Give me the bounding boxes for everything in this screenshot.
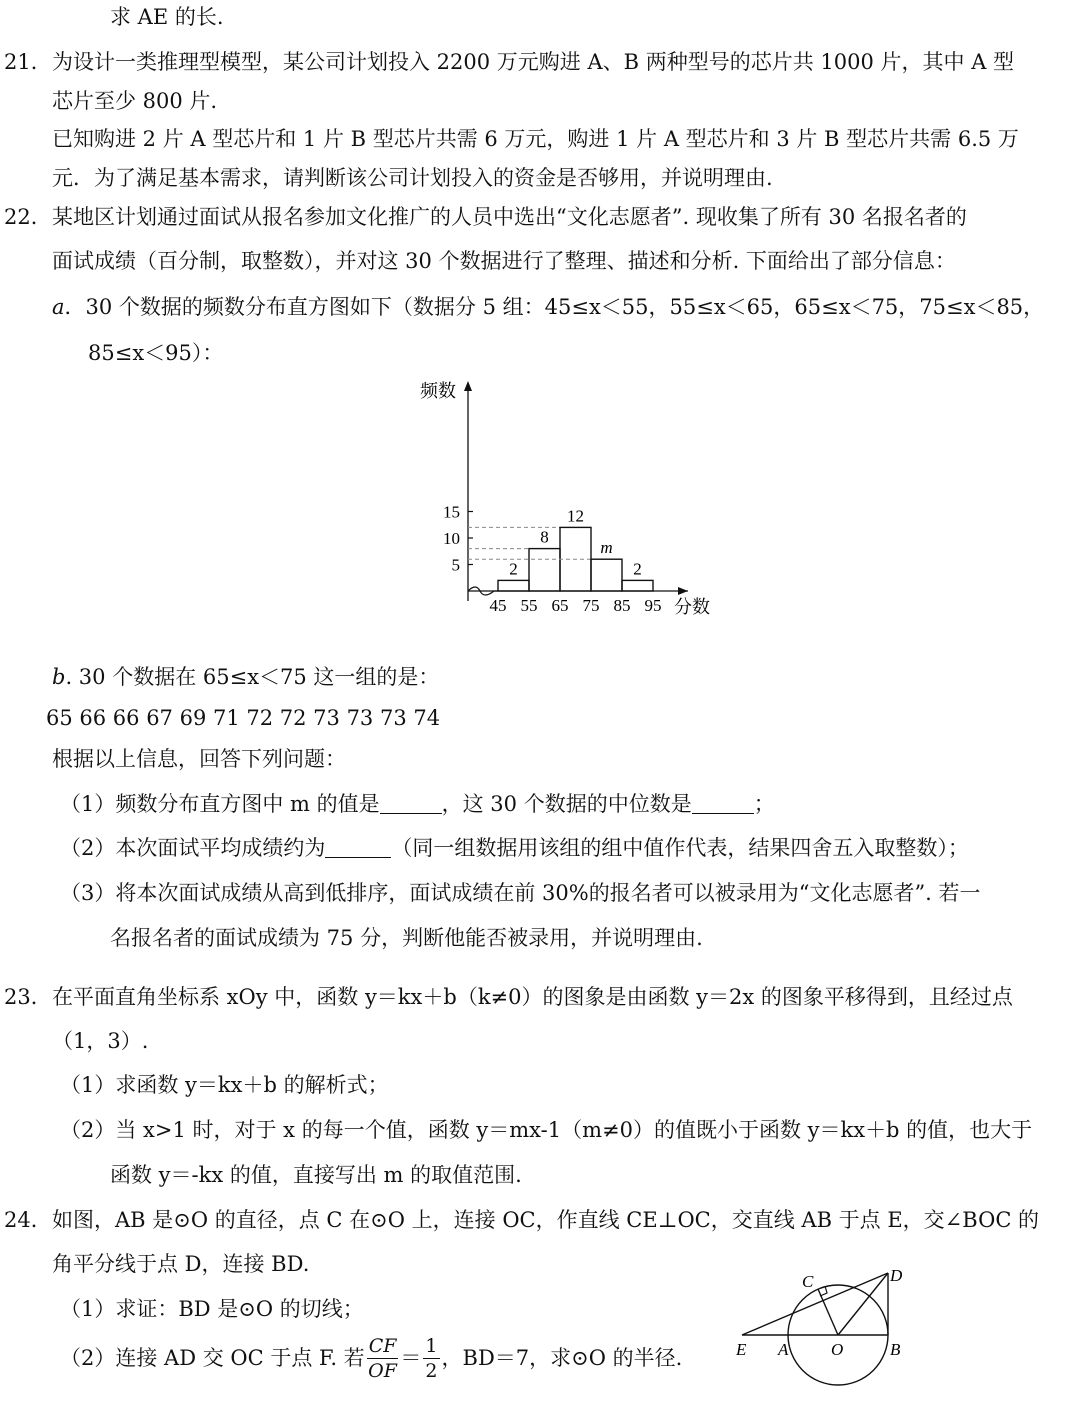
x-tick-label: 85 [613, 596, 631, 615]
x-tick-label: 55 [520, 596, 538, 615]
y-tick-label: 15 [443, 502, 460, 522]
q20-tail: 求 AE 的长. [110, 5, 224, 29]
histogram-bar [591, 559, 622, 591]
q22-part2 [60, 833, 969, 863]
q24-line1: 如图，AB 是⊙O 的直径，点 C 在⊙O 上，连接 OC，作直线 CE⊥OC，交直线 AB 于点 E，交∠BOC 的 [52, 1208, 1040, 1232]
q24-p2-text-a: （2）连接 AD 交 OC 于点 F. 若 [60, 1346, 365, 1370]
q22-p2-text-b: （同一组数据用该组的组中值作代表，结果四舍五入取整数）； [391, 836, 969, 860]
q21-line1: 为设计一类推理型模型，某公司计划投入 2200 万元购进 A、B 两种型号的芯片共 1000 片，其中 A 型 [52, 50, 1015, 74]
x-axis-arrow [678, 587, 688, 595]
bar-value-label: 2 [509, 559, 518, 579]
q22-b-text: . 30 个数据在 65≤x＜75 这一组的是： [65, 665, 440, 689]
q22-a-label: a [52, 295, 65, 319]
q22-a-line1 [52, 292, 1044, 322]
q24-p2-text-b: ，BD＝7，求⊙O 的半径. [441, 1346, 683, 1370]
histogram-bar [622, 580, 653, 591]
q23-p2-line1: （2）当 x>1 时，对于 x 的每一个值，函数 y＝mx-1（m≠0）的值既小于函数 y＝kx＋b 的值，也大于 [60, 1118, 1033, 1142]
q21-line4: 元．为了满足基本需求，请判断该公司计划投入的资金是否够用，并说明理由. [52, 166, 773, 190]
q22-p3-line1: （3）将本次面试成绩从高到低排序，面试成绩在前 30%的报名者可以被录用为“文化志愿者”. 若一 [60, 881, 981, 905]
x-tick-label: 95 [644, 596, 662, 615]
q24-part2 [60, 1328, 682, 1388]
answer-blank-m[interactable] [380, 793, 442, 814]
x-tick-label: 45 [489, 596, 507, 615]
y-tick-label: 5 [451, 555, 460, 575]
q23-part1: （1）求函数 y＝kx＋b 的解析式； [60, 1073, 389, 1097]
q23-p2-line2: 函数 y＝-kx 的值，直接写出 m 的取值范围. [110, 1163, 522, 1187]
q23-line1: 在平面直角坐标系 xOy 中，函数 y＝kx＋b（k≠0）的图象是由函数 y＝2x 的图象平移得到，且经过点 [52, 985, 1013, 1009]
fraction2-numerator: 1 [425, 1334, 438, 1357]
fraction-cf-of [367, 1334, 399, 1383]
histogram-marks [420, 381, 710, 617]
answer-blank-mean[interactable] [325, 837, 391, 858]
y-axis-title: 频数 [420, 381, 456, 401]
q22-number: 22． [4, 205, 52, 229]
label-a: A [778, 1340, 789, 1359]
fraction2-denominator: 2 [425, 1359, 438, 1382]
q22-p1-text-a: （1）频数分布直方图中 m 的值是 [60, 792, 380, 816]
x-axis-title: 分数 [674, 597, 710, 617]
q22-p1-text-c: ； [753, 792, 775, 816]
q22-line2: 面试成绩（百分制，取整数），并对这 30 个数据进行了整理、描述和分析. 下面给出了部分信息： [52, 249, 956, 273]
segment-od [838, 1273, 888, 1335]
x-tick-label: 75 [582, 596, 600, 615]
histogram-bar [498, 580, 529, 591]
q22-a-text: ．30 个数据的频数分布直方图如下（数据分 5 组：45≤x＜55，55≤x＜65，65≤x＜75，75≤x＜85， [64, 295, 1045, 319]
equals-sign: ＝ [400, 1346, 422, 1370]
q24-part1: （1）求证：BD 是⊙O 的切线； [60, 1297, 364, 1321]
q22-p1-text-b: ，这 30 个数据的中位数是 [441, 792, 692, 816]
q23-line2: （1，3）. [52, 1029, 149, 1053]
label-d: D [890, 1266, 903, 1285]
answer-blank-median[interactable] [692, 793, 754, 814]
bar-value-label: 8 [540, 527, 549, 547]
q21-line3: 已知购进 2 片 A 型芯片和 1 片 B 型芯片共需 6 万元，购进 1 片 A 型芯片和 3 片 B 型芯片共需 6.5 万 [52, 127, 1019, 151]
q22-a-line2: 85≤x＜95）： [88, 341, 224, 365]
q24-line2: 角平分线于点 D，连接 BD. [52, 1252, 310, 1276]
fraction-denominator: OF [368, 1359, 397, 1382]
y-tick-label: 10 [443, 529, 460, 548]
q23-number: 23． [4, 985, 52, 1009]
q24-number: 24． [4, 1208, 52, 1232]
bar-value-label: m [600, 538, 613, 558]
q22-data-line: 65 66 66 67 69 71 72 72 73 73 73 74 [46, 706, 441, 730]
fraction-numerator: CF [368, 1334, 397, 1357]
label-e: E [736, 1340, 747, 1359]
q22-p3-line2: 名报名者的面试成绩为 75 分，判断他能否被录用，并说明理由. [110, 926, 703, 950]
q22-b-label: b [52, 665, 66, 689]
q22-prompt: 根据以上信息，回答下列问题： [52, 747, 346, 771]
histogram-bar [529, 549, 560, 591]
circle-geometry-figure [730, 1265, 920, 1415]
q22-b-line [52, 662, 439, 692]
label-o: O [831, 1340, 844, 1359]
line-ed [742, 1273, 888, 1335]
bar-value-label: 2 [633, 559, 642, 579]
q22-part1 [60, 789, 775, 819]
fraction-one-half [423, 1334, 439, 1383]
q22-p2-text-a: （2）本次面试平均成绩约为 [60, 836, 326, 860]
y-axis-arrow [464, 381, 472, 391]
q21-number: 21． [4, 50, 52, 74]
label-b: B [890, 1340, 901, 1359]
bar-value-label: 12 [567, 506, 584, 526]
q22-line1: 某地区计划通过面试从报名参加文化推广的人员中选出“文化志愿者”. 现收集了所有 30 名报名者的 [52, 205, 967, 229]
q21-line2: 芯片至少 800 片. [52, 89, 218, 113]
x-tick-label: 65 [551, 596, 569, 615]
frequency-histogram [410, 375, 710, 650]
label-c: C [802, 1272, 814, 1291]
